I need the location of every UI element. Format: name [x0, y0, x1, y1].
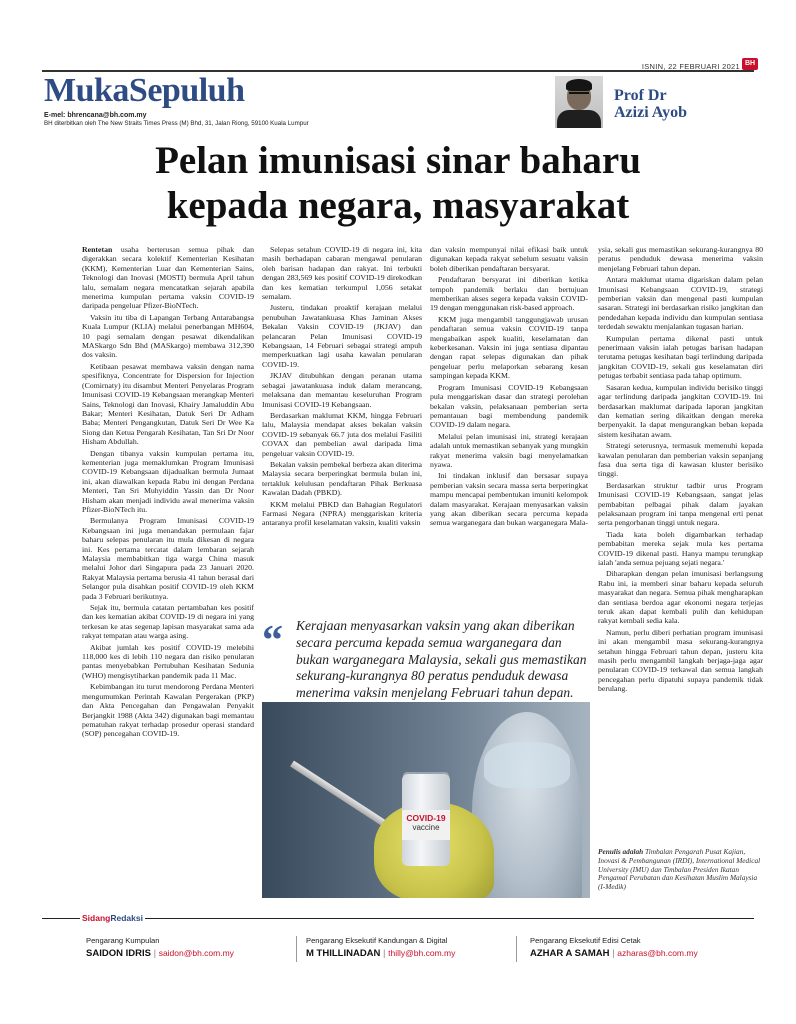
publisher-line: BH diterbitkan oleh The New Straits Times Press (M) Bhd, 31, Jalan Riong, 59100 Kuala Lumpur [44, 120, 309, 127]
paragraph: KKM melalui PBKD dan Bahagian Regulatori Farmasi Negara (NPRA) menggariskan kriteria antaranya profil keselamatan vaksin, kualiti vaksin [262, 499, 422, 528]
paragraph: Namun, perlu diberi perhatian program imunisasi ini akan mengambil masa sekurang-kurangnya setahun hingga Februari tahun depan, justeru kita masih perlu mengambil langkah berjaga-jaga agar penularan COVID-19 terkawal dan semua langkah pencegahan perlu dipatuhi supaya pandemik tidak berulang. [598, 627, 763, 694]
quote-icon: “ [262, 618, 283, 664]
author-byline [614, 87, 687, 121]
paragraph: Akibat jumlah kes positif COVID-19 melebihi 118,000 kes di lebih 110 negara dan risiko penularan pantas menyebabkan Pertubuhan Kesihatan Sedunia (WHO) mengisytiharkan pandemik pada 11 Mac. [82, 642, 254, 680]
paragraph: Tiada kata boleh digambarkan terhadap pembabitan mereka sejak mula kes pertama COVID-19 dikenal pasti. Hanya mampu terungkap ialah 'anda semua pejuang sejati negara.' [598, 529, 763, 567]
vaccine-photo [262, 702, 590, 898]
article-column-4 [598, 245, 763, 839]
paragraph: Diharapkan dengan pelan imunisasi berlangsung Rabu ini, ia memberi sinar baharu kepada seluruh masyarakat dan negara. Semua pihak mengharapkan dan sentiasa berdoa agar ekonomi negara terjejas teruk akan dapat kembali pulih dan kehidupan rakyat kembali sedia kala. [598, 569, 763, 626]
footer-divider [296, 936, 297, 962]
paragraph: Bekalan vaksin pembekal berbeza akan diterima Malaysia secara berperingkat bermula bulan ini, tertakluk kelulusan pendaftaran Pihak Berkuasa Kawalan Dadah (PBKD). [262, 459, 422, 498]
editor-name: M THILLINADAN [306, 948, 381, 959]
paragraph: Bermulanya Program Imunisasi COVID-19 Kebangsaan ini juga menandakan permulaan fajar baharu selepas penularan itu mula dikesan di negara ini. Kes pertama tercatat dalam lembaran sejarah Malaysia membabitkan tiga warga China masuk melalui Johor dari Singapura pada 23 Januari 2020. Rakyat Malaysia pertama berusia 41 tahun berasal dari Selangor pula disahkan positif COVID-19 oleh KKM pada 3 Februari berikutnya. [82, 516, 254, 601]
article-column-1 [82, 245, 254, 835]
paragraph: Pendaftaran bersyarat ini diberikan ketika tempoh pandemik berlaku dan bertujuan memberikan akses segera kepada vaksin COVID-19 dengan menggunakan risk-based approach. [430, 275, 588, 313]
author-photo [555, 76, 603, 128]
article-headline [40, 138, 756, 228]
pull-quote: Kerajaan menyasarkan vaksin yang akan diberikan secara percuma kepada semua warganegara dan bukan warganegara Malaysia, sekali gus memastikan sekurang-kurangnya 80 peratus penduduk dewasa menerima vaksin menjelang Februari tahun depan. [296, 618, 587, 701]
paragraph: Sejak itu, bermula catatan pertambahan kes positif dan kes kematian akibat COVID-19 di negara ini yang terkesan ke atas segenap lapisan masyarakat sama ada rakyat tempatan atau warga asing. [82, 603, 254, 641]
paragraph: Kebimbangan itu turut mendorong Perdana Menteri mengumumkan Perintah Kawalan Pergerakan (PKP) dan Akta Pencegahan dan Pengawalan Penyakit Berjangkit 1988 (Akta 342) digunakan bagi memantau pematuhan rakyat terhadap prosedur operasi standard (SOP) pencegahan COVID-19. [82, 682, 254, 739]
editor-email-link[interactable]: thilly@bh.com.my [388, 948, 456, 958]
article-column-3 [430, 245, 588, 615]
bh-logo: BH [742, 58, 758, 70]
editor-email-link[interactable]: saidon@bh.com.my [158, 948, 234, 958]
vial-label-line-1: COVID-19 [406, 813, 446, 823]
footer-divider [516, 936, 517, 962]
editorial-board-label: SidangRedaksi [82, 913, 143, 923]
paragraph: Kumpulan pertama dikenal pasti untuk penerimaan vaksin ialah petugas barisan hadapan terutama petugas kesihatan bagi terlindung daripada jangkitan COVID-19, sekali gus keselamatan diri petugas terbabit sentiasa pada tahap optimum. [598, 333, 763, 381]
paragraph: Berdasarkan maklumat KKM, hingga Februari lalu, Malaysia mendapat akses bekalan vaksin COVID-19 sebanyak 66.7 juta dos melalui Fasiliti COVAX dan pembelian awal daripada lima pengeluar vaksin COVID-19. [262, 410, 422, 458]
issue-date: ISNIN, 22 FEBRUARI 2021 [641, 62, 740, 71]
paragraph: JKJAV ditubuhkan dengan peranan utama sebagai jawatankuasa induk dalam merancang, melaksana dan memantau keseluruhan Program Imunisasi COVID-19 Kebangsaan. [262, 371, 422, 409]
paragraph: Antara maklumat utama digariskan dalam pelan Imunisasi Kebangsaan COVID-19, strategi pemberian vaksin dan mengenal pasti kumpulan sasaran. Strategi ini berdasarkan risiko jangkitan dan pendedahan kepada individu dan kumpulan sentiasa terdedah sewaktu menjalankan tugasan harian. [598, 275, 763, 332]
vial-label [402, 810, 450, 840]
headline-line-1: Pelan imunisasi sinar baharu [155, 139, 641, 182]
paragraph: KKM juga mengambil tanggungjawab urusan pendaftaran semua vaksin COVID-19 tanpa mengabaikan aspek kualiti, keselamatan dan keberkesanan. Vaksin ini juga sentiasa dipantau dengan rapat selepas digunakan dan pihak pengeluar perlu melaporkan sebarang kesan sampingan kepada KKM. [430, 314, 588, 381]
paragraph: Ketibaan pesawat membawa vaksin dengan nama spesifiknya, Concentrate for Dispersion for Injection (Comirnaty) itu disambut Menteri Penyelaras Program Imunisasi COVID-19 Kebangsaan merangkap Menteri Sains, Teknologi dan Inovasi, Khairy Jamaluddin Abu Bakar; Menteri Kesihatan, Datuk Seri Dr Adham Baba; Menteri Pengangkutan, Datuk Seri Dr Wee Ka Siong dan Ketua Pengarah Kesihatan, Tan Sri Dr Noor Hisham Abdullah. [82, 361, 254, 447]
paragraph: Justeru, tindakan proaktif kerajaan melalui penubuhan Jawatankuasa Khas Jaminan Akses Bekalan Vaksin COVID-19 (JKJAV) dan pelancaran Pelan Imunisasi COVID-19 Kebangsaan, 14 Februari sebagai strategi ampuh memperkuatkan lagi usaha kawalan penularan COVID-19. [262, 303, 422, 369]
editor-role: Pengarang Eksekutif Kandungan & Digital [306, 936, 448, 945]
paragraph: Strategi seterusnya, termasuk memenuhi kepada kawalan penularan dan pemberian vaksin sepanjang fasa dua serta tiga di kawasan kluster berisiko tinggi. [598, 441, 763, 479]
editor-name: AZHAR A SAMAH [530, 948, 610, 959]
section-masthead: MukaSepuluh [44, 72, 245, 109]
article-column-2 [262, 245, 422, 615]
paragraph: Program Imunisasi COVID-19 Kebangsaan pula menggariskan dasar dan strategi perolehan bekalan vaksin, pelaksanaan pemberian serta pemantauan bagi membendung pandemik COVID-19 dalam negara. [430, 382, 588, 430]
paragraph: Dengan tibanya vaksin kumpulan pertama itu, kementerian juga memaklumkan Program Imunisasi COVID-19 Kebangsaan dijadualkan bermula Jumaat ini, akan diawalkan kepada Rabu ini dengan Perdana Menteri, Tan Sri Muhyiddin Yassin dan Dr Noor Hisham akan menjadi individu awal menerima vaksin Pfizer-BioNTech itu. [82, 448, 254, 514]
paragraph: Melalui pelan imunisasi ini, strategi kerajaan adalah untuk memastikan sebanyak yang mungkin rakyat menerima vaksin bagi menyelamatkan nyawa. [430, 431, 588, 469]
headline-line-2: kepada negara, masyarakat [166, 184, 630, 227]
editor-name: SAIDON IDRIS [86, 948, 151, 959]
lead-word: Rentetan [82, 245, 113, 254]
contact-email: E-mel: bhrencana@bh.com.my [44, 112, 147, 119]
vial-label-line-2: vaccine [412, 823, 440, 832]
editor-block-2: Pengarang Eksekutif Kandungan & Digital M THILLINADAN | thilly@bh.com.my [306, 936, 456, 959]
author-name: Azizi Ayob [614, 104, 688, 121]
author-bio [598, 848, 763, 892]
paragraph: Ini tindakan inklusif dan bersasar supaya pemberian vaksin secara massa serta berperingkat mampu mencapai pembentukan imuniti kelompok dalam masyarakat. Kerajaan menyasarkan vaksin yang akan diberikan secara percuma kepada semua warganegara dan bukan warganegara Mala- [430, 471, 588, 528]
bio-text: Timbalan Pengarah Pusat Kajian, Inovasi & Pembangunan (IRDI), International Medical University (IMU) dan Timbalan Presiden Ikatan Pengamal Perubatan dan Kesihatan Muslim Malaysia (I-Medik) [598, 847, 761, 892]
editor-role: Pengarang Kumpulan [86, 936, 160, 945]
paragraph: Vaksin itu tiba di Lapangan Terbang Antarabangsa Kuala Lumpur (KLIA) melalui penerbangan MH604, 10 pagi semalam dengan pesawat dikendalikan MASkargo Sdn Bhd (MASkargo) membawa 312,390 dos vaksin. [82, 312, 254, 360]
footer-rule [42, 918, 754, 919]
editor-email-link[interactable]: azharas@bh.com.my [617, 948, 698, 958]
paragraph: Sasaran kedua, kumpulan individu berisiko tinggi agar terlindung daripada jangkitan COVID-19. Ini berdasarkan maklumat daripada laporan jangkitan dan kematian sering dikaitkan dengan mereka berpenyakit. Ia dapat mengurangkan beban kepada sistem kesihatan awam. [598, 382, 763, 439]
contact-info [44, 112, 309, 128]
editor-role: Pengarang Eksekutif Edisi Cetak [530, 936, 641, 945]
paragraph: ysia, sekali gus memastikan sekurang-kurangnya 80 peratus penduduk dewasa menerima vaksin menjelang Februari tahun depan. [598, 245, 763, 273]
editor-block-1: Pengarang Kumpulan SAIDON IDRIS | saidon@bh.com.my [86, 936, 234, 959]
editor-block-3: Pengarang Eksekutif Edisi Cetak AZHAR A SAMAH | azharas@bh.com.my [530, 936, 698, 959]
paragraph: Berdasarkan struktur tadbir urus Program Imunisasi COVID-19 Kebangsaan, sangat jelas pembabitan pelbagai pihak dalam jayakan pelaksanaan program ini tanpa mengenal erti penat serta pengorbanan tinggi untuk negara. [598, 480, 763, 528]
paragraph: dan vaksin mempunyai nilai efikasi baik untuk digunakan kepada rakyat sebelum sesuatu vaksin boleh diberikan pendaftaran bersyarat. [430, 245, 588, 273]
author-title: Prof Dr [614, 87, 667, 104]
paragraph: usaha berterusan semua pihak dan digerakkan secara kolektif Kementerian Kesihatan (KKM), Kementerian Luar dan Kementerian Sains, Teknologi dan Inovasi (MOSTI) bermula April tahun lalu, semalam negara mencatatkan sejarah apabila menerima kumpulan pertama vaksin COVID-19 daripada pengeluar Pfizer-BioNTech. [82, 245, 254, 311]
bio-label: Penulis adalah [598, 847, 644, 856]
paragraph: Selepas setahun COVID-19 di negara ini, kita masih berhadapan cabaran mengawal penularan oleh barisan hadapan dan rakyat. Ini terbukti dengan 283,569 kes positif COVID-19 direkodkan dan kes kematian terkumpul 1,056 setakat semalam. [262, 245, 422, 302]
